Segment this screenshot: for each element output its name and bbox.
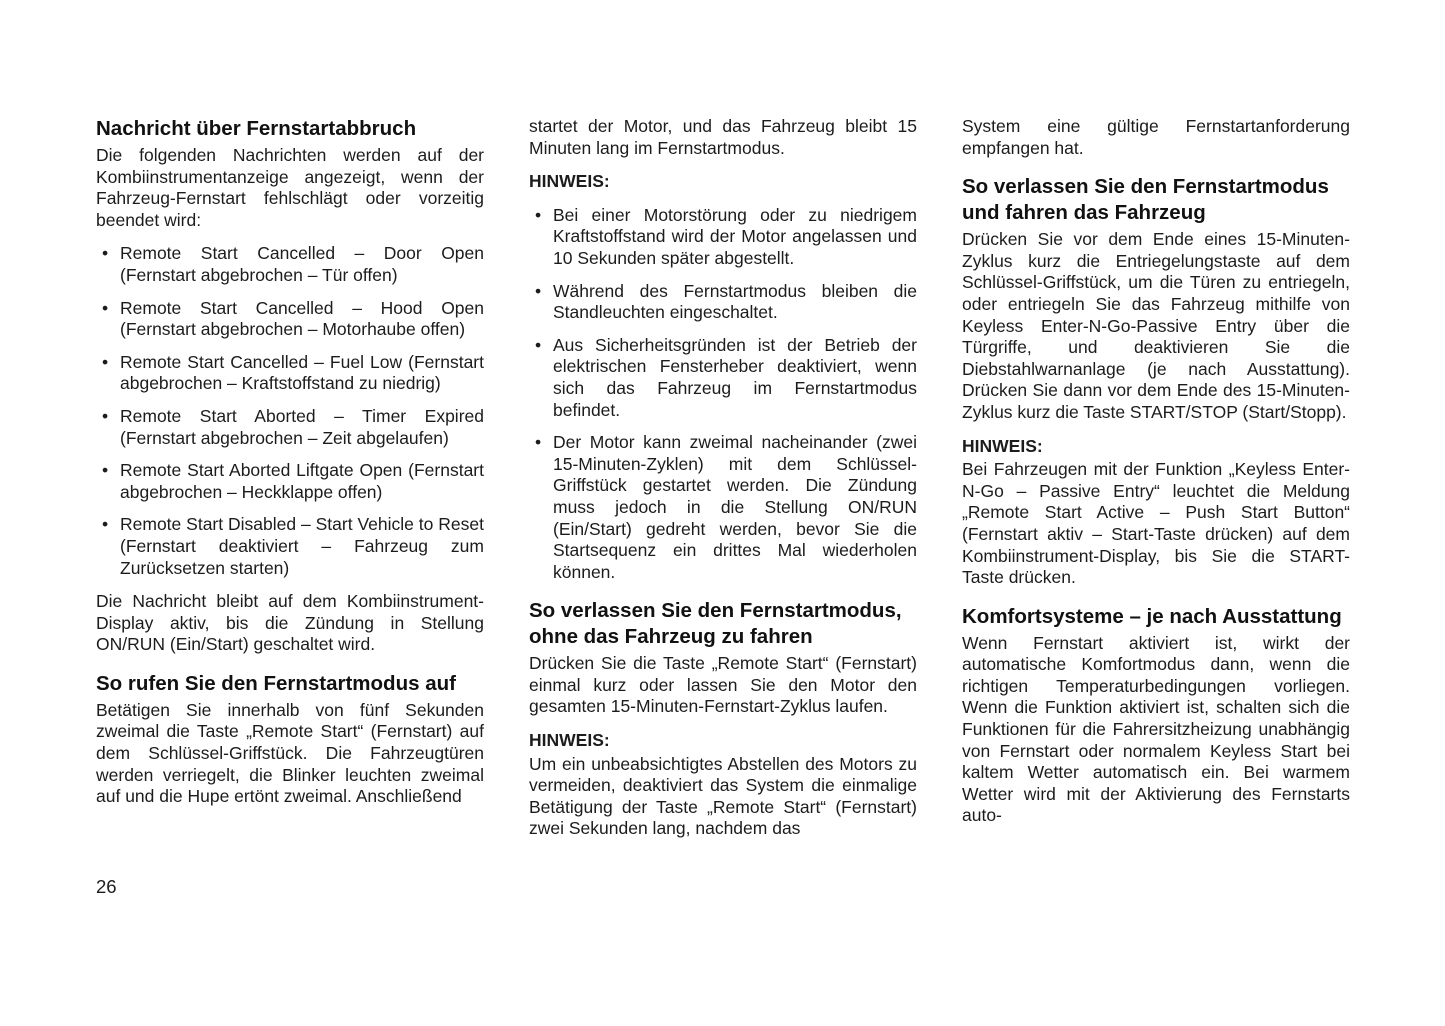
page-number: 26 bbox=[96, 876, 117, 897]
bullet-list bbox=[529, 205, 917, 584]
column-3 bbox=[962, 116, 1350, 849]
bullet-icon: • bbox=[535, 432, 542, 453]
columns-container bbox=[96, 116, 1350, 849]
section-heading: Nachricht über Fernstartabbruch bbox=[96, 117, 417, 140]
bullet-item bbox=[529, 432, 917, 583]
bullet-list bbox=[96, 243, 484, 579]
section-heading: Komfortsysteme – je nach Ausstattung bbox=[962, 604, 1342, 628]
bullet-item bbox=[96, 406, 484, 449]
body-paragraph: startet der Motor, und das Fahrzeug bleibt 15 Minuten lang im Fernstartmodus. bbox=[529, 116, 917, 158]
bullet-item bbox=[529, 335, 917, 421]
body-paragraph: Betätigen Sie innerhalb von fünf Sekunden zweimal die Taste „Remote Start“ (Fernstart) auf dem Schlüssel-Griffstück. Die Fahrzeugtüren werden verriegelt, die Blinker leuchten zweimal auf und die Hupe ertönt zweimal. Anschließend bbox=[96, 699, 484, 807]
bullet-item bbox=[96, 298, 484, 341]
bullet-text: Remote Start Cancelled – Door Open (Fernstart abgebrochen – Tür offen) bbox=[120, 243, 484, 285]
note-label: HINWEIS: bbox=[529, 730, 610, 751]
bullet-item bbox=[96, 460, 484, 503]
bullet-text: Remote Start Aborted – Timer Expired (Fernstart abgebrochen – Zeit abgelaufen) bbox=[120, 405, 484, 448]
body-paragraph: Wenn Fernstart aktiviert ist, wirkt der automatische Komfortmodus dann, wenn die richtigen Temperaturbedingungen vorliegen. Wenn die Funktion aktiviert ist, schalten sich die Funktionen für die Fahrersitzheizung unabhängig von Fernstart oder normalem Keyless Start bei kaltem Wetter automatisch ein. Bei warmem Wetter wird mit der Aktivierung des Fernstarts auto- bbox=[962, 632, 1350, 826]
bullet-icon: • bbox=[102, 243, 109, 264]
body-paragraph: Bei Fahrzeugen mit der Funktion „Keyless Enter-N-Go – Passive Entry“ leuchtet die Meldung „Remote Start Active – Push Start Button“ (Fernstart aktiv – Start-Taste drücken) auf dem Kombiinstrument-Display, bis Sie die START-Taste drücken. bbox=[962, 459, 1350, 588]
bullet-icon: • bbox=[535, 204, 542, 225]
section-heading: So rufen Sie den Fernstartmodus auf bbox=[96, 671, 456, 695]
bullet-icon: • bbox=[102, 297, 109, 318]
bullet-icon: • bbox=[102, 460, 109, 481]
bullet-item bbox=[96, 514, 484, 579]
body-paragraph: Um ein unbeabsichtigtes Abstellen des Motors zu vermeiden, deaktiviert das System die einmalige Betätigung der Taste „Remote Start“ (Fernstart) zwei Sekunden lang, nachdem das bbox=[529, 753, 917, 839]
bullet-icon: • bbox=[102, 514, 109, 535]
bullet-item bbox=[96, 243, 484, 286]
body-paragraph: System eine gültige Fernstartanforderung empfangen hat. bbox=[962, 116, 1350, 158]
bullet-text: Während des Fernstartmodus bleiben die Standleuchten eingeschaltet. bbox=[553, 280, 917, 323]
body-paragraph: Drücken Sie die Taste „Remote Start“ (Fernstart) einmal kurz oder lassen Sie den Motor den gesamten 15-Minuten-Fernstart-Zyklus laufen. bbox=[529, 653, 917, 717]
bullet-icon: • bbox=[102, 351, 109, 372]
section-heading: So verlassen Sie den Fernstartmodus und fahren das Fahrzeug bbox=[962, 175, 1329, 225]
bullet-icon: • bbox=[535, 334, 542, 355]
bullet-text: Aus Sicherheitsgründen ist der Betrieb der elektrischen Fensterheber deaktiviert, wenn sich das Fahrzeug im Fernstartmodus befindet. bbox=[553, 334, 917, 420]
bullet-text: Remote Start Disabled – Start Vehicle to Reset (Fernstart deaktiviert – Fahrzeug zum Zurücksetzen starten) bbox=[120, 514, 484, 578]
bullet-text: Remote Start Cancelled – Fuel Low (Fernstart abgebrochen – Kraftstoffstand zu niedrig) bbox=[120, 351, 484, 394]
bullet-text: Bei einer Motorstörung oder zu niedrigem Kraftstoffstand wird der Motor angelassen und 10 Sekunden später abgestellt. bbox=[553, 204, 917, 268]
body-paragraph: Die folgenden Nachrichten werden auf der Kombiinstrumentanzeige angezeigt, wenn der Fahrzeug-Fernstart fehlschlägt oder vorzeitig beendet wird: bbox=[96, 145, 484, 230]
body-paragraph: Drücken Sie vor dem Ende eines 15-Minuten-Zyklus kurz die Entriegelungstaste auf dem Schlüssel-Griffstück, um die Türen zu entriegeln, oder entriegeln Sie das Fahrzeug mithilfe von Keyless Enter-N-Go-Passive Entry über die Türgriffe, und deaktivieren Sie die Diebstahlwarnanlage (je nach Ausstattung). Drücken Sie dann vor dem Ende des 15-Minuten-Zyklus kurz die Taste START/STOP (Start/Stopp). bbox=[962, 229, 1350, 422]
note-label: HINWEIS: bbox=[962, 435, 1043, 456]
column-1 bbox=[96, 116, 484, 849]
section-heading: So verlassen Sie den Fernstartmodus, ohne das Fahrzeug zu fahren bbox=[529, 599, 902, 649]
bullet-text: Remote Start Aborted Liftgate Open (Fernstart abgebrochen – Heckklappe offen) bbox=[120, 460, 484, 502]
bullet-item bbox=[529, 281, 917, 324]
body-paragraph: Die Nachricht bleibt auf dem Kombiinstrument-Display aktiv, bis die Zündung in Stellung ON/RUN (Ein/Start) geschaltet wird. bbox=[96, 591, 484, 655]
bullet-item bbox=[96, 352, 484, 395]
bullet-icon: • bbox=[535, 280, 542, 301]
note-label: HINWEIS: bbox=[529, 171, 610, 192]
bullet-text: Remote Start Cancelled – Hood Open (Fernstart abgebrochen – Motorhaube offen) bbox=[120, 297, 484, 340]
column-2 bbox=[529, 116, 917, 849]
bullet-item bbox=[529, 205, 917, 270]
bullet-icon: • bbox=[102, 405, 109, 426]
bullet-text: Der Motor kann zweimal nacheinander (zwei 15-Minuten-Zyklen) mit dem Schlüssel-Griffstück gestartet werden. Die Zündung muss jedoch in die Stellung ON/RUN (Ein/Start) gedreht werden, bevor Sie die Startsequenz ein drittes Mal wiederholen können. bbox=[553, 432, 917, 582]
